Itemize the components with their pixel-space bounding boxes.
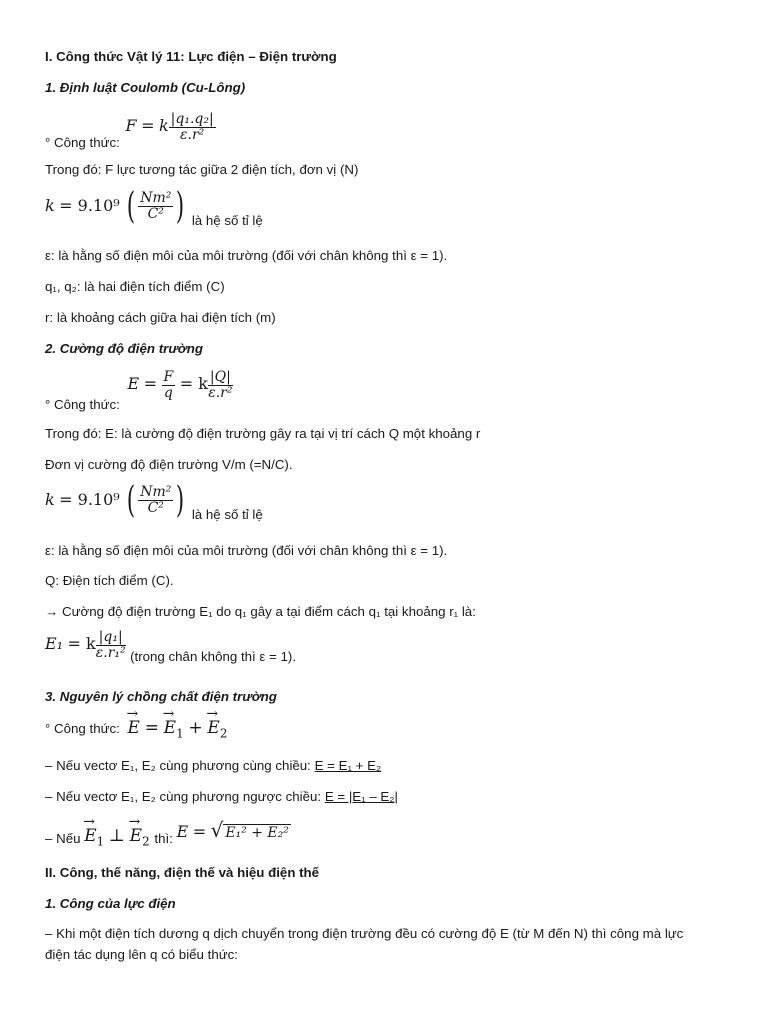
section-2-title: II. Công, thế năng, điện thế và hiệu điện thế: [45, 865, 320, 880]
superposition-formula: ° Công thức: → E = → $E_1$ + → $E_2$: [45, 718, 227, 740]
opposite-direction-rule: – Nếu vectơ E₁, E₂ cùng phương ngược chiều: E = |E₁ – E₂|: [45, 789, 398, 804]
epsilon-description-2: ε: là hằng số điện môi của môi trường (đối với chân không thì ε = 1).: [45, 543, 448, 558]
coulomb-force-description: Trong đó: F lực tương tác giữa 2 điện tích, đơn vị (N): [45, 162, 359, 177]
distance-description: r: là khoảng cách giữa hai điện tích (m): [45, 310, 276, 325]
point-charge-description: Q: Điện tích điểm (C).: [45, 573, 174, 588]
coulomb-constant-1: k = 9.10⁹ ( $\frac{\text{Nm²}}{\text{C²}}$ ) là hệ số tỉ lệ: [45, 186, 263, 228]
same-direction-formula: E = E₁ + E₂: [314, 758, 382, 773]
section-1-title: I. Công thức Vật lý 11: Lực điện – Điện trường: [45, 49, 337, 64]
heading-electric-work: 1. Công của lực điện: [45, 896, 176, 911]
field-strength-description: Trong đó: E: là cường độ điện trường gây ra tại vị trí cách Q một khoảng r: [45, 426, 481, 441]
electric-work-text-2: điện tác dụng lên q có biểu thức:: [45, 947, 238, 962]
heading-field-strength: 2. Cường độ điện trường: [45, 341, 203, 356]
heading-coulomb-law: 1. Định luật Coulomb (Cu-Lông): [45, 80, 246, 95]
coulomb-constant-2: k = 9.10⁹ ( $\frac{\text{Nm²}}{\text{C²}}$ ) là hệ số tỉ lệ: [45, 480, 263, 522]
electric-work-text-1: – Khi một điện tích dương q dịch chuyển trong điện trường đều có cường độ E (từ M đến N) thì công mà lực: [45, 926, 684, 941]
opposite-direction-formula: E = |E₁ – E₂|: [324, 789, 398, 804]
field-unit-description: Đơn vị cường độ điện trường V/m (=N/C).: [45, 457, 293, 472]
coulomb-formula: ° Công thức: F = k $\frac{\text{|q₁.q₂|}}{\text{ε.r²}}$: [45, 111, 214, 151]
field-strength-formula: ° Công thức: E = $\frac{F}{q}$ = k $\frac{|Q|}{\text{ε.r²}}$: [45, 369, 233, 413]
charges-description: q₁, q₂: là hai điện tích điểm (C): [45, 279, 225, 294]
heading-superposition: 3. Nguyên lý chồng chất điện trường: [45, 689, 277, 704]
field-e1-statement: → Cường độ điện trường E₁ do q₁ gây a tại điểm cách q₁ tại khoảng r₁ là:: [45, 604, 476, 619]
perpendicular-rule: – Nếu → $E_1$ ⊥ → $E_2$ thì: E = √ E₁² + E₂²: [45, 818, 291, 844]
same-direction-rule: – Nếu vectơ E₁, E₂ cùng phương cùng chiều: E = E₁ + E₂: [45, 758, 382, 773]
field-e1-formula: E₁ = k $\frac{\text{|q₁|}}{\text{ε.r₁²}}$ (trong chân không thì ε = 1).: [45, 629, 297, 665]
formula-label: ° Công thức:: [45, 135, 120, 151]
epsilon-description: ε: là hằng số điện môi của môi trường (đối với chân không thì ε = 1).: [45, 248, 448, 263]
